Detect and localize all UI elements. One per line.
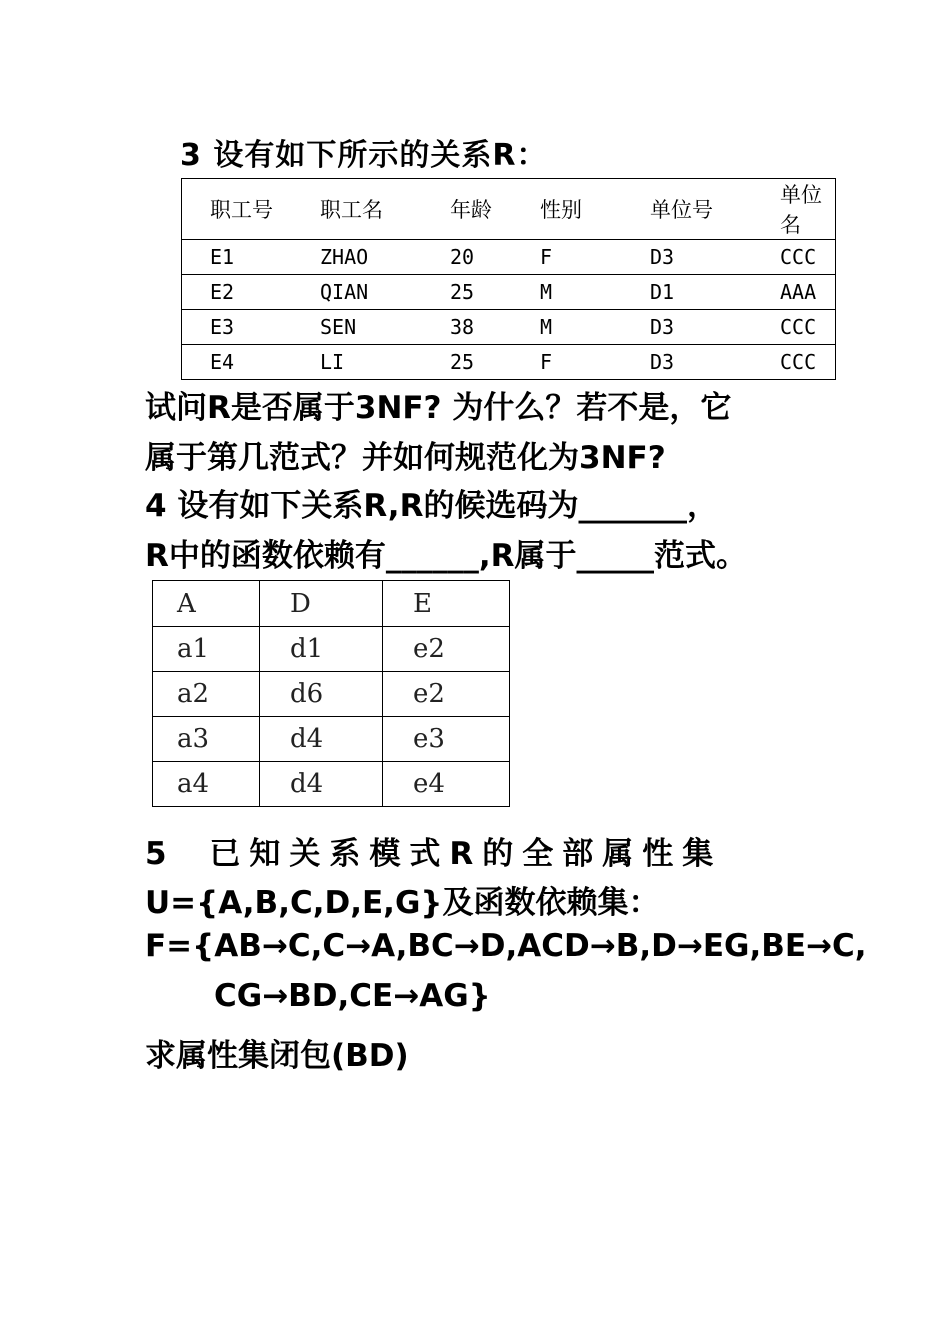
table-cell: d4 (260, 717, 383, 762)
table-cell: e2 (383, 627, 510, 672)
table-cell: E4 (210, 350, 235, 374)
table-cell: d1 (260, 627, 383, 672)
table-row (153, 762, 510, 807)
table-cell: F (540, 350, 553, 374)
employee-relation-table (181, 178, 836, 380)
table-row (153, 627, 510, 672)
table-cell: AAA (780, 280, 817, 304)
q5-line5: 求属性集闭包(BD) (145, 1038, 409, 1074)
table-cell: LI (320, 350, 345, 374)
table-cell: D1 (650, 280, 675, 304)
table-row (182, 275, 836, 310)
table-cell: a1 (153, 627, 260, 672)
table-row (153, 672, 510, 717)
q5-line1: 5 已知关系模式R的全部属性集 (145, 836, 723, 872)
header-cell: 职工号 (210, 198, 273, 222)
table-cell: F (540, 245, 553, 269)
table-row (182, 240, 836, 275)
header-cell: 单位号 (650, 198, 713, 222)
table-row (182, 345, 836, 380)
q5-line4: CG→BD,CE→AG} (214, 978, 491, 1014)
table-row (153, 717, 510, 762)
header-cell: D (260, 581, 383, 627)
table-cell: 25 (450, 280, 475, 304)
table-cell: 20 (450, 245, 475, 269)
table-cell: M (540, 280, 553, 304)
table-cell: E3 (210, 315, 235, 339)
table-cell: E2 (210, 280, 235, 304)
header-cell: E (383, 581, 510, 627)
header-cell: 职工名 (320, 198, 383, 222)
table-cell: a2 (153, 672, 260, 717)
table-cell: 38 (450, 315, 475, 339)
header-cell: A (153, 581, 260, 627)
q3-question-line1: 试问R是否属于3NF? 为什么？若不是，它 (145, 390, 732, 426)
table-cell: D3 (650, 245, 675, 269)
table-row (182, 310, 836, 345)
q5-line2: U={A,B,C,D,E,G}及函数依赖集： (145, 885, 660, 921)
table-cell: M (540, 315, 553, 339)
table-cell: d4 (260, 762, 383, 807)
table-cell: e4 (383, 762, 510, 807)
table-cell: CCC (780, 315, 817, 339)
ade-relation-table (152, 580, 510, 807)
table-cell: QIAN (320, 280, 369, 304)
q4-line2: R中的函数依赖有______,R属于_____范式。 (145, 538, 748, 574)
q3-title: 3 设有如下所示的关系R： (180, 138, 548, 173)
q5-line3: F={AB→C,C→A,BC→D,ACD→B,D→EG,BE→C, (145, 928, 867, 964)
table-cell: D3 (650, 350, 675, 374)
table-cell: e3 (383, 717, 510, 762)
table-cell: CCC (780, 245, 817, 269)
header-cell: 性别 (540, 198, 582, 222)
q3-question-line2: 属于第几范式？并如何规范化为3NF? (145, 440, 666, 476)
table-cell: a4 (153, 762, 260, 807)
table-cell: d6 (260, 672, 383, 717)
q4-line1: 4 设有如下关系R,R的候选码为_______， (145, 488, 718, 524)
table-cell: a3 (153, 717, 260, 762)
table-cell: 25 (450, 350, 475, 374)
header-cell: 单位名 (780, 183, 822, 237)
table-cell: D3 (650, 315, 675, 339)
table-cell: E1 (210, 245, 235, 269)
table-cell: ZHAO (320, 245, 369, 269)
header-cell: 年龄 (450, 198, 492, 222)
table-cell: CCC (780, 350, 817, 374)
table-header-row (153, 581, 510, 627)
table-cell: SEN (320, 315, 357, 339)
table-cell: e2 (383, 672, 510, 717)
table-header-row (182, 179, 836, 240)
